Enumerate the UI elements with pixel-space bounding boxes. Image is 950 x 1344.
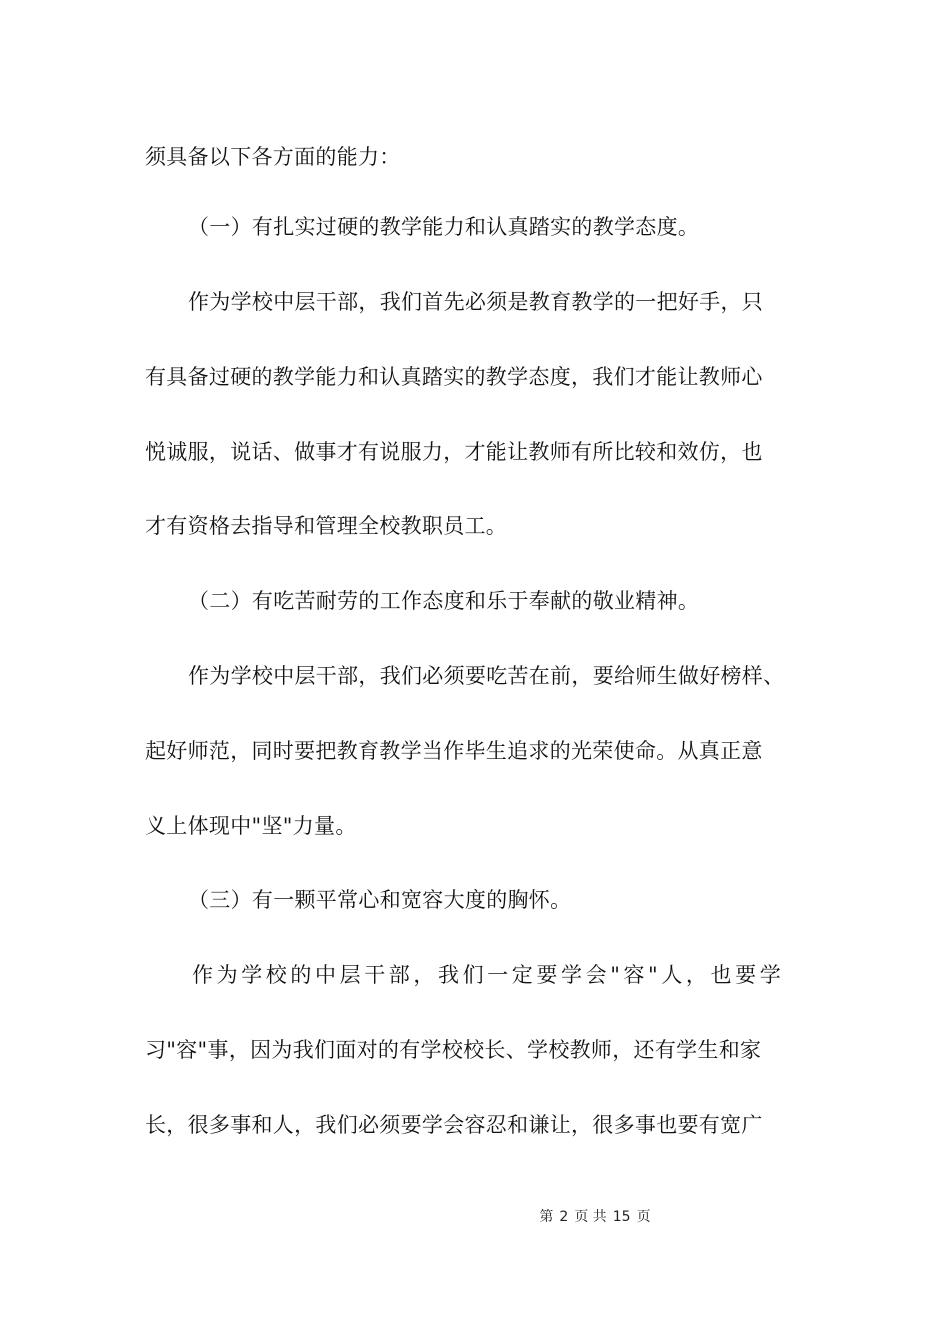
text-line-12: 作为学校的中层干部，我们一定要学会"容"人，也要学: [192, 963, 785, 987]
page-footer: [0, 1207, 950, 1227]
footer-page-number: 2: [559, 1209, 569, 1225]
footer-suffix: 页: [636, 1209, 651, 1225]
footer-prefix: 第: [539, 1209, 554, 1225]
text-line-10: 义上体现中"坚"力量。: [145, 814, 357, 838]
text-line-3: 作为学校中层干部，我们首先必须是教育教学的一把好手，只: [188, 290, 764, 314]
text-line-9: 起好师范，同时要把教育教学当作毕生追求的光荣使命。从真正意: [145, 739, 763, 763]
text-line-8: 作为学校中层干部，我们必须要吃苦在前，要给师生做好榜样、: [188, 664, 785, 688]
section-heading-2: （二）有吃苦耐劳的工作态度和乐于奉献的敬业精神。: [188, 589, 700, 613]
section-heading-1: （一）有扎实过硬的教学能力和认真踏实的教学态度。: [188, 215, 700, 239]
text-line-13: 习"容"事，因为我们面对的有学校校长、学校教师，还有学生和家: [145, 1038, 762, 1062]
footer-middle: 页 共: [574, 1209, 607, 1225]
footer-total-pages: 15: [612, 1209, 631, 1225]
text-line-4: 有具备过硬的教学能力和认真踏实的教学态度，我们才能让教师心: [145, 365, 763, 389]
text-line-6: 才有资格去指导和管理全校教职员工。: [145, 514, 508, 538]
text-line-14: 长，很多事和人，我们必须要学会容忍和谦让，很多事也要有宽广: [145, 1113, 763, 1137]
section-heading-3: （三）有一颗平常心和宽容大度的胸怀。: [188, 888, 572, 912]
text-line-5: 悦诚服，说话、做事才有说服力，才能让教师有所比较和效仿，也: [145, 440, 763, 464]
text-line-1: 须具备以下各方面的能力：: [145, 145, 401, 169]
